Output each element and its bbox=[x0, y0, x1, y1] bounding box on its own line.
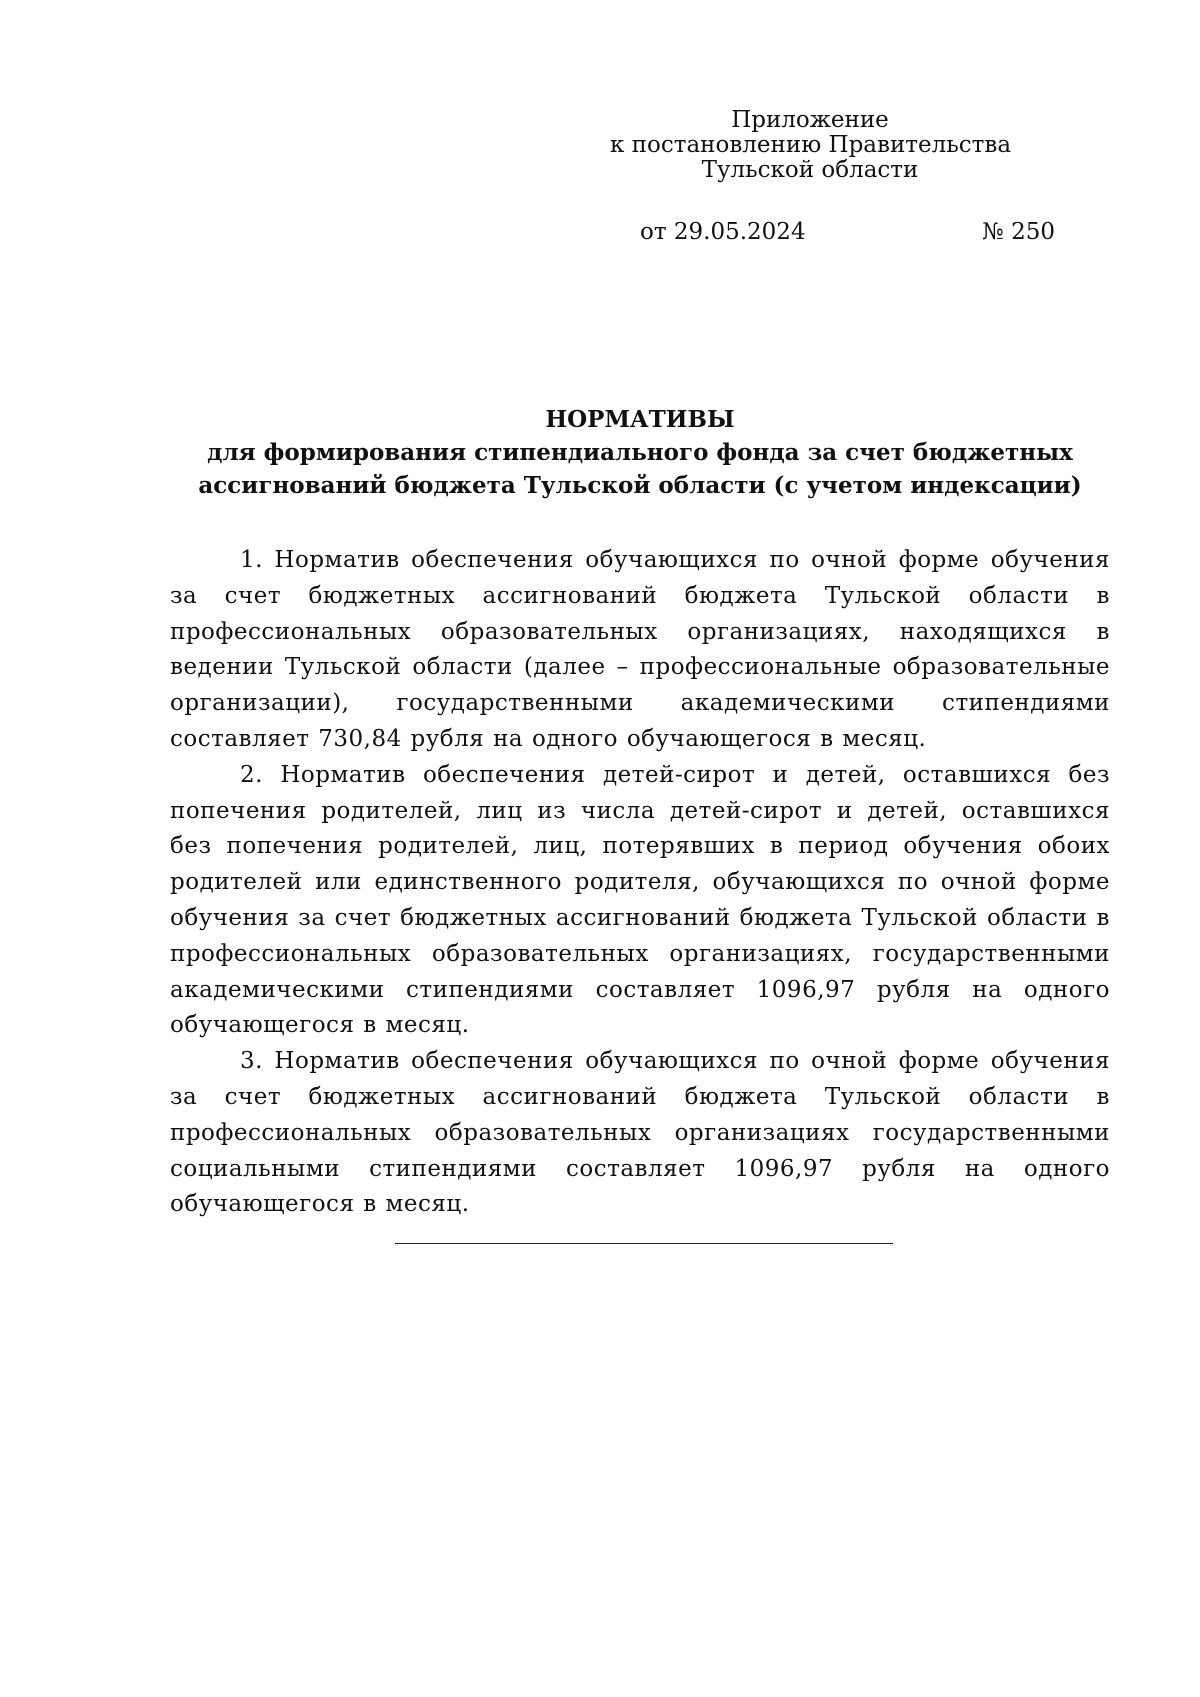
title-subline: ассигнований бюджета Тульской области (с учетом индексации) bbox=[198, 472, 1082, 499]
document-date: от 29.05.2024 bbox=[640, 219, 806, 245]
title-main: НОРМАТИВЫ bbox=[545, 406, 735, 433]
appendix-line: Приложение bbox=[731, 107, 889, 133]
paragraph-2: 2. Норматив обеспечения детей-сирот и детей, оставшихся без попечения родителей, лиц из числа детей-сирот и детей, оставшихся без попечения родителей, лиц, потерявших в период обучения обоих родителей или единственного родителя, обучающихся по очной форме обучения за счет бюджетных ассигнований бюджета Тульской области в профессиональных образовательных организациях, государственными академическими стипендиями составляет 1096,97 рубля на одного обучающегося в месяц. bbox=[170, 761, 1110, 1039]
document-title bbox=[170, 403, 1110, 502]
end-divider bbox=[395, 1243, 893, 1244]
title-subline: для формирования стипендиального фонда за счет бюджетных bbox=[207, 439, 1073, 466]
document-number: № 250 bbox=[982, 219, 1055, 245]
document-body bbox=[170, 543, 1110, 1223]
appendix-line: к постановлению Правительства bbox=[610, 132, 1012, 158]
paragraph-1: 1. Норматив обеспечения обучающихся по очной форме обучения за счет бюджетных ассигнований бюджета Тульской области в профессиональных образовательных организациях, находящихся в ведении Тульской области (далее – профессиональные образовательные организации), государственными академическими стипендиями составляет 730,84 рубля на одного обучающегося в месяц. bbox=[170, 547, 1110, 752]
appendix-header bbox=[610, 108, 1010, 183]
appendix-line: Тульской области bbox=[701, 157, 919, 183]
paragraph-3: 3. Норматив обеспечения обучающихся по очной форме обучения за счет бюджетных ассигнований бюджета Тульской области в профессиональных образовательных организациях государственными социальными стипендиями составляет 1096,97 рубля на одного обучающегося в месяц. bbox=[170, 1048, 1110, 1218]
